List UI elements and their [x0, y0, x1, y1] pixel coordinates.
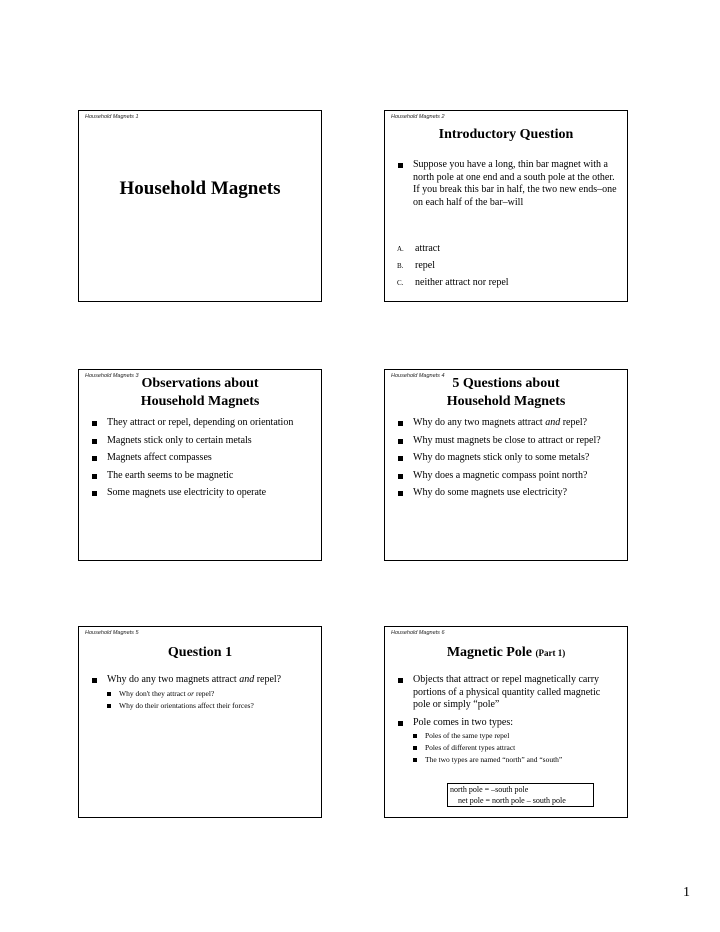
bullet-list [397, 674, 619, 770]
bullet-square-icon [398, 474, 403, 479]
bullet-square-icon [398, 678, 403, 683]
slide-6 [384, 626, 628, 818]
slide-title: Introductory Question [438, 127, 574, 142]
list-item: Why does a magnetic compass point north? [397, 470, 619, 483]
slide-3 [78, 369, 322, 561]
slide-header: Household Magnets 5 [85, 630, 139, 636]
bullet-square-icon [398, 163, 403, 168]
page-number: 1 [683, 885, 690, 900]
bullet-square-icon [413, 758, 417, 762]
slide-title: Question 1 [167, 645, 233, 660]
list-item: Why do magnets stick only to some metals? [397, 452, 619, 465]
choice-c: C. neither attract nor repel [397, 277, 509, 288]
list-item: Poles of the same type repel [413, 731, 619, 741]
slide-1 [78, 110, 322, 302]
bullet-square-icon [398, 421, 403, 426]
bullet-square-icon [92, 491, 97, 496]
list-item: Why do any two magnets attract and repel? [397, 417, 619, 430]
list-item: The two types are named “north” and “south” [413, 755, 619, 765]
list-item: Magnets affect compasses [91, 452, 313, 465]
slide-header: Household Magnets 2 [391, 114, 445, 120]
choice-a: A. attract [397, 243, 440, 254]
list-item: Why do any two magnets attract and repel? Why don't they attract or repel? Why do their orientations affect their forces? [91, 674, 313, 711]
bullet-square-icon [398, 491, 403, 496]
bullet-square-icon [92, 421, 97, 426]
bullet-square-icon [92, 678, 97, 683]
list-item: Pole comes in two types: Poles of the same type repel Poles of different types attract The two types are named “north” and “south” [397, 717, 619, 766]
slide-title: Magnetic Pole (Part 1) [446, 645, 566, 660]
bullet-square-icon [413, 746, 417, 750]
bullet-square-icon [413, 734, 417, 738]
bullet-square-icon [398, 439, 403, 444]
slide-5 [78, 626, 322, 818]
bullet-square-icon [92, 439, 97, 444]
slide-title: Household Magnets [119, 178, 281, 199]
bullet-list [91, 417, 313, 505]
answer-choices [397, 243, 509, 294]
slide-title: Observations about Household Magnets [140, 376, 260, 409]
list-item: They attract or repel, depending on orientation [91, 417, 313, 430]
slide-title: 5 Questions about Household Magnets [446, 376, 566, 409]
bullet-square-icon [92, 474, 97, 479]
list-item: Some magnets use electricity to operate [91, 487, 313, 500]
list-item: Poles of different types attract [413, 743, 619, 753]
list-item: Why don't they attract or repel? [107, 689, 313, 699]
slide-header: Household Magnets 1 [85, 114, 139, 120]
list-item: Why do some magnets use electricity? [397, 487, 619, 500]
sub-bullet-list [413, 731, 619, 765]
bullet-square-icon [107, 692, 111, 696]
bullet-square-icon [107, 704, 111, 708]
list-item: Suppose you have a long, thin bar magnet with a north pole at one end and a south pole at the other. If you break this bar in half, the two new ends–one on each half of the bar–will [397, 159, 619, 209]
bullet-list [397, 417, 619, 505]
bullet-square-icon [398, 721, 403, 726]
slide-header: Household Magnets 4 [391, 373, 445, 379]
list-item: Objects that attract or repel magnetically carry portions of a physical quantity called magnetic pole or simply “pole” [397, 674, 619, 712]
bullet-list [91, 674, 313, 716]
slide-2 [384, 110, 628, 302]
list-item: The earth seems to be magnetic [91, 470, 313, 483]
list-item: Magnets stick only to certain metals [91, 435, 313, 448]
list-item: Why must magnets be close to attract or repel? [397, 435, 619, 448]
slide-4 [384, 369, 628, 561]
bullet-square-icon [398, 456, 403, 461]
slide-header: Household Magnets 6 [391, 630, 445, 636]
slide-header: Household Magnets 3 [85, 373, 139, 379]
formula-box: north pole = –south pole net pole = north pole – south pole [447, 783, 594, 807]
list-item: Why do their orientations affect their forces? [107, 701, 313, 711]
bullet-list [397, 159, 619, 214]
sub-bullet-list [107, 689, 313, 711]
choice-b: B. repel [397, 260, 435, 271]
bullet-square-icon [92, 456, 97, 461]
